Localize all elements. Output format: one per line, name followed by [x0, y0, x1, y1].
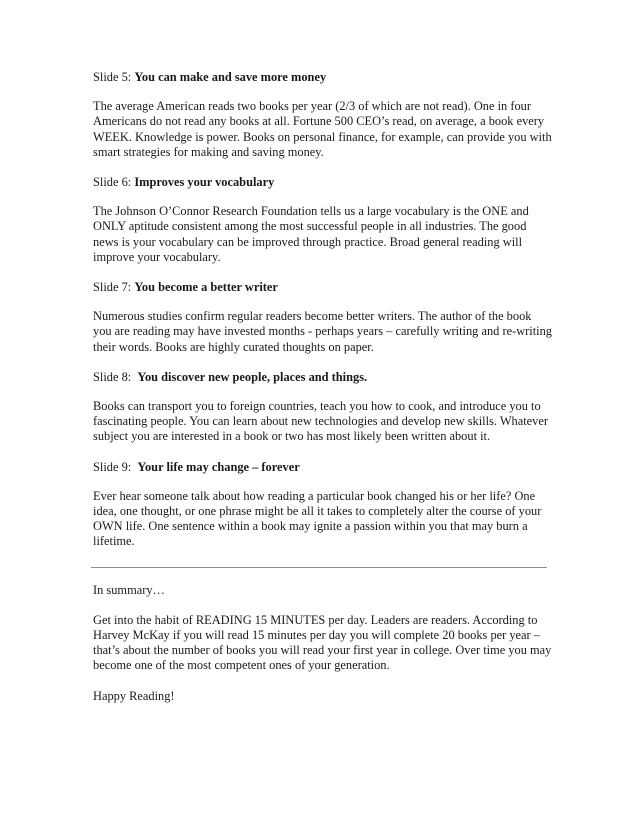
slide-7-title: You become a better writer: [134, 280, 278, 295]
slide-8-title: You discover new people, places and things.: [137, 369, 368, 384]
slide-5-title: You can make and save more money: [134, 70, 327, 84]
closing-line: Happy Reading!: [93, 688, 175, 703]
slide-5-heading: [93, 70, 553, 85]
slide-7-prefix: Slide 7:: [93, 280, 135, 295]
slide-6-body: The Johnson O’Connor Research Foundation tells us a large vocabulary is the ONE and ONLY aptitude consistent among the most successful people in all industries. The good news is your vocabulary can be improved through practice. Broad general reading will improve your vocabulary.: [93, 204, 529, 264]
horizontal-divider: [91, 567, 547, 568]
slide-9-title: Your life may change – forever: [137, 459, 300, 474]
slide-9-body: Ever hear someone talk about how reading a particular book changed his or her life? One idea, one thought, or one phrase might be all it takes to completely alter the course of your OWN life. One sentence within a book may ignite a passion within you that may burn a lifetime.: [93, 488, 542, 549]
slide-8-heading: [93, 370, 553, 385]
slide-6-title: Improves your vocabulary: [134, 175, 275, 190]
summary-body: Get into the habit of READING 15 MINUTES per day. Leaders are readers. According to Harvey McKay if you will read 15 minutes per day you will complete 20 books per year – that’s about the number of books you will read your first year in college. Over time you may become one of the most competent ones of your generation.: [93, 612, 552, 673]
slide-8-body: Books can transport you to foreign countries, teach you how to cook, and introduce you to fascinating people. You can learn about new technologies and develop new skills. Whatever subject you are interested in a book or two has most likely been written about it.: [93, 399, 548, 444]
slide-5-prefix: Slide 5:: [93, 70, 135, 84]
summary-intro: In summary…: [93, 582, 165, 597]
document-page: [93, 70, 553, 719]
slide-9-heading: [93, 460, 553, 475]
slide-7-heading: [93, 280, 553, 295]
slide-7-body: Numerous studies confirm regular readers become better writers. The author of the book you are reading may have invested months - perhaps years – carefully writing and re-writing their words. Books are highly curated thoughts on paper.: [93, 309, 552, 354]
slide-5-body: The average American reads two books per year (2/3 of which are not read). One in four Americans do not read any books at all. Fortune 500 CEO’s read, on average, a book every WEEK. Knowledge is power. Books on personal finance, for example, can provide you with smart strategies for making and saving money.: [93, 99, 552, 159]
slide-8-prefix: Slide 8:: [93, 369, 138, 384]
slide-6-prefix: Slide 6:: [93, 175, 135, 190]
slide-9-prefix: Slide 9:: [93, 459, 138, 474]
slide-6-heading: [93, 175, 553, 190]
